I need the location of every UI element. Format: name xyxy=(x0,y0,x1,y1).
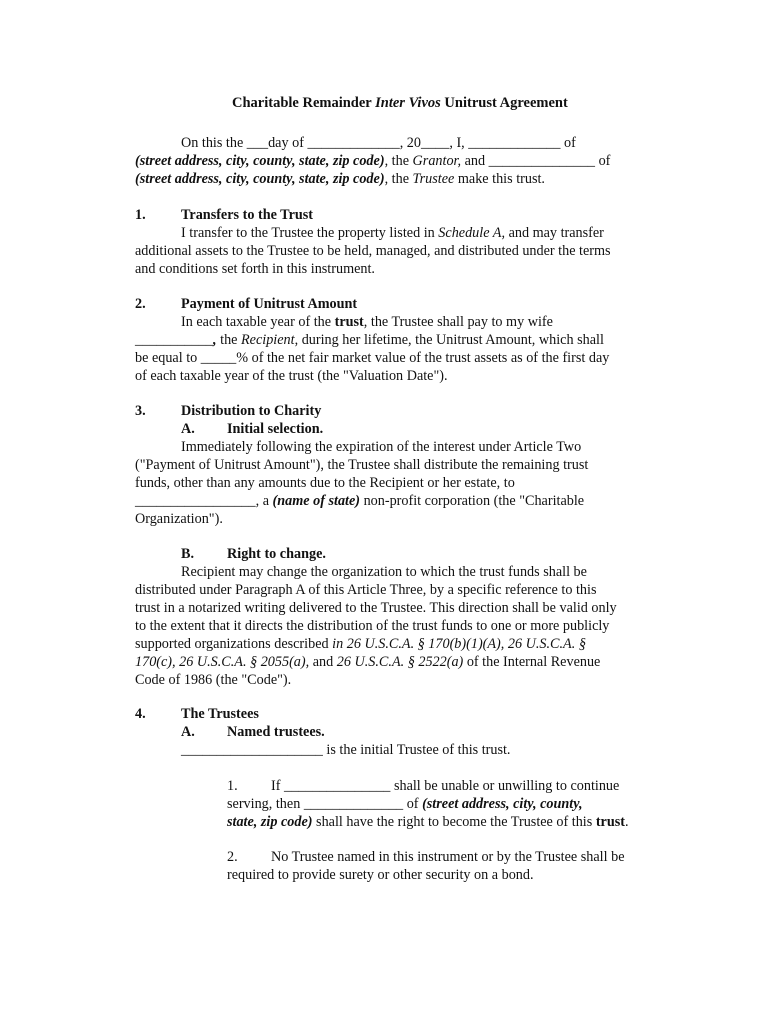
section-4a-item-1-line-3-end: . xyxy=(624,814,629,830)
section-4-heading: The Trustees xyxy=(181,706,259,722)
successor-address-placeholder-1: (street address, city, county, xyxy=(422,796,583,812)
section-3b-line-2: distributed under Paragraph A of this Article Three, by a specific reference to this xyxy=(135,582,597,598)
section-3a-line-1: Immediately following the expiration of the interest under Article Two xyxy=(181,439,582,455)
section-4a-item-2-line-1: No Trustee named in this instrument or by the Trustee shall be xyxy=(271,849,625,865)
successor-address-placeholder-2: state, zip code) xyxy=(227,814,313,830)
intro-line-2 xyxy=(135,152,610,170)
section-4-number: 4. xyxy=(135,706,146,722)
intro-line-3-mid: , the xyxy=(384,171,413,187)
intro-line-2-mid: , the xyxy=(384,153,413,169)
section-2-line-2 xyxy=(135,331,604,349)
section-1-number: 1. xyxy=(135,207,146,223)
section-3-number: 3. xyxy=(135,403,146,419)
intro-trustee-address: (street address, city, county, state, zip code) xyxy=(135,171,385,187)
section-2-line-1-pre: In each taxable year of the xyxy=(181,314,335,330)
intro-grantor-address: (street address, city, county, state, zip code) xyxy=(135,153,385,169)
recipient-label: Recipient xyxy=(241,332,295,348)
title-italic: Inter Vivos xyxy=(375,95,441,111)
schedule-a-reference: Schedule A, xyxy=(438,225,506,241)
section-3a-heading: Initial selection. xyxy=(227,421,324,437)
section-4a-item-1-number: 1. xyxy=(227,778,238,794)
section-4a-letter: A. xyxy=(181,724,195,740)
section-3b-line-3: trust in a notarized writing delivered to the Trustee. This direction shall be valid only xyxy=(135,600,617,616)
title-pre: Charitable Remainder xyxy=(232,95,376,111)
charity-blank: _________________, a xyxy=(135,493,273,509)
section-2-heading: Payment of Unitrust Amount xyxy=(181,296,358,312)
recipient-blank: ___________ xyxy=(135,332,214,348)
section-3b-line-5 xyxy=(135,635,586,653)
section-2-line-3: be equal to _____% of the net fair market value of the trust assets as of the first day xyxy=(135,350,610,366)
section-2-line-2-post: , during her lifetime, the Unitrust Amount, which shall xyxy=(294,332,604,348)
section-4a-item-1-line-2 xyxy=(227,795,583,813)
section-1-line-1-post: and may transfer xyxy=(505,225,604,241)
section-3a-line-4 xyxy=(135,492,584,510)
section-3a-line-2: ("Payment of Unitrust Amount"), the Trustee shall distribute the remaining trust xyxy=(135,457,589,473)
document-title xyxy=(232,94,568,112)
statute-citation-3: 26 U.S.C.A. § 2522(a) xyxy=(336,654,464,670)
section-1-line-1 xyxy=(181,224,604,242)
recipient-comma: , xyxy=(213,332,217,348)
statute-citation-2: 170(c), 26 U.S.C.A. § 2055(a), xyxy=(135,654,310,670)
section-4a-item-1-line-3-mid: shall have the right to become the Trustee of this xyxy=(312,814,596,830)
section-3-heading: Distribution to Charity xyxy=(181,403,322,419)
statute-citation-1: in 26 U.S.C.A. § 170(b)(1)(A), 26 U.S.C.A. § xyxy=(332,636,586,652)
section-3a-line-4-post: non-profit corporation (the "Charitable xyxy=(360,493,585,509)
charity-state-placeholder: (name of state) xyxy=(272,493,361,509)
successor-trustee-pre: serving, then ______________ of xyxy=(227,796,423,812)
section-4-trust-word: trust xyxy=(595,814,625,830)
intro-line-3-post: make this trust. xyxy=(454,171,545,187)
section-1-heading: Transfers to the Trust xyxy=(181,207,314,223)
section-1-line-2: additional assets to the Trustee to be held, managed, and distributed under the terms xyxy=(135,243,611,259)
section-3b-letter: B. xyxy=(181,546,195,562)
section-2-trust-word: trust xyxy=(334,314,364,330)
intro-line-1: On this the ___day of _____________, 20____, I, _____________ of xyxy=(181,135,576,151)
section-3b-line-6-mid: and xyxy=(309,654,337,670)
section-4a-line-1: ____________________ is the initial Trustee of this trust. xyxy=(181,742,511,758)
intro-grantor-label: Grantor, xyxy=(412,153,462,169)
intro-line-2-post: and _______________ of xyxy=(461,153,611,169)
section-4a-item-2-line-2: required to provide surety or other security on a bond. xyxy=(227,867,534,883)
section-3a-letter: A. xyxy=(181,421,195,437)
section-4a-item-2-number: 2. xyxy=(227,849,238,865)
section-3b-line-1: Recipient may change the organization to which the trust funds shall be xyxy=(181,564,587,580)
section-4a-item-1-line-1: If _______________ shall be unable or unwilling to continue xyxy=(271,778,620,794)
section-2-line-4: of each taxable year of the trust (the "Valuation Date"). xyxy=(135,368,448,384)
section-3b-line-6 xyxy=(135,653,600,671)
intro-line-3 xyxy=(135,170,545,188)
section-2-number: 2. xyxy=(135,296,146,312)
section-3a-line-5: Organization"). xyxy=(135,511,223,527)
title-post: Unitrust Agreement xyxy=(440,95,568,111)
section-3b-line-5-pre: supported organizations described xyxy=(135,636,333,652)
section-1-line-1-pre: I transfer to the Trustee the property listed in xyxy=(181,225,439,241)
section-2-line-1 xyxy=(181,313,553,331)
section-3a-line-3: funds, other than any amounts due to the Recipient or her estate, to xyxy=(135,475,515,491)
section-2-line-1-post: , the Trustee shall pay to my wife xyxy=(363,314,553,330)
section-3b-line-7: Code of 1986 (the "Code"). xyxy=(135,672,292,688)
section-2-line-2-mid: the xyxy=(216,332,242,348)
section-1-line-3: and conditions set forth in this instrument. xyxy=(135,261,375,277)
section-4a-item-1-line-3 xyxy=(227,813,629,831)
section-4a-heading: Named trustees. xyxy=(227,724,325,740)
section-3b-line-6-post: of the Internal Revenue xyxy=(463,654,601,670)
section-3b-heading: Right to change. xyxy=(227,546,326,562)
section-3b-line-4: to the extent that it directs the distribution of the trust funds to one or more publicly xyxy=(135,618,610,634)
intro-trustee-label: Trustee xyxy=(412,171,455,187)
